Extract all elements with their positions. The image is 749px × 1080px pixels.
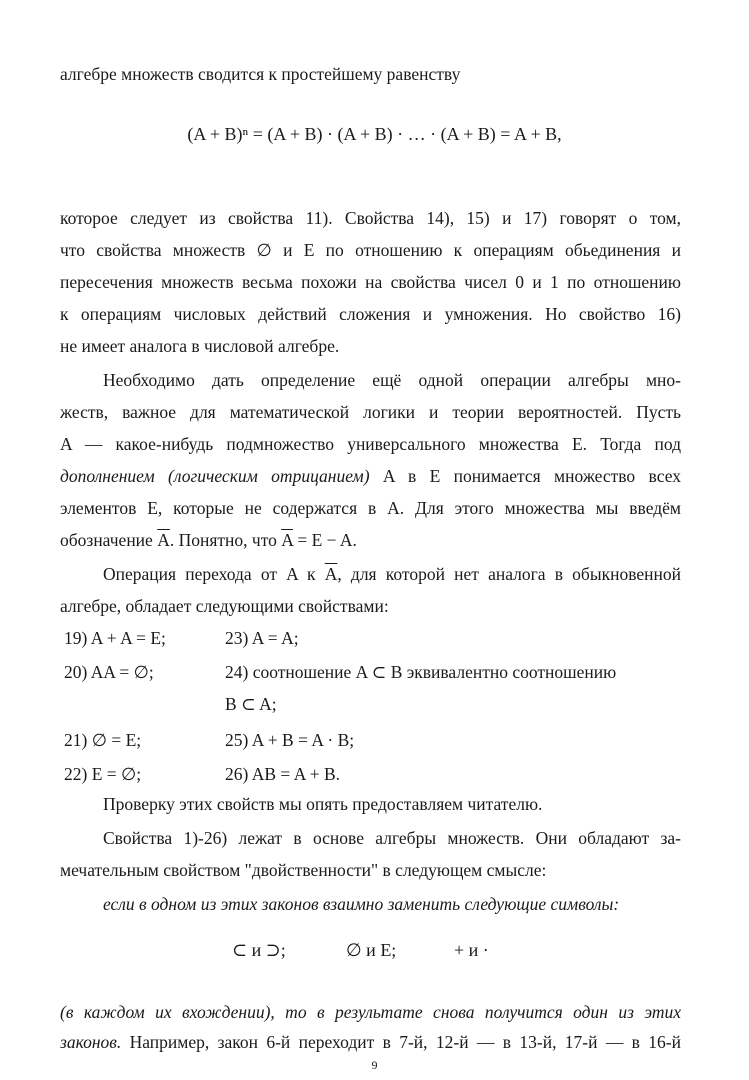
symbol-pair-subset: ⊂ и ⊃;	[232, 940, 286, 960]
text-span: Например, закон 6-й переходит в 7-й, 12-й — в 13-й, 17-й — в 16-й	[121, 1032, 681, 1052]
text-line: Проверку этих свойств мы опять предоставляем читателю.	[103, 794, 543, 814]
text-line: которое следует из свойства 11). Свойства 14), 15) и 17) говорят о том,	[60, 208, 681, 228]
text-span: , для которой нет аналога в обыкновенной	[337, 564, 681, 584]
text-line	[103, 562, 681, 586]
text-span: A в E понимается множество всех	[369, 466, 681, 486]
complement-symbol: $\overline{A}$	[281, 530, 293, 550]
property-20: 20) AA = ∅;	[64, 662, 154, 682]
emphasis-term: дополнением (логическим отрицанием)	[60, 466, 370, 486]
text-line: не имеет аналога в числовой алгебре.	[60, 336, 340, 356]
text-line: к операциям числовых действий сложения и умножения. Но свойство 16)	[60, 304, 681, 324]
text-line: элементов E, которые не содержатся в A. Для этого множества мы введём	[60, 498, 681, 518]
text-line: A — какое-нибудь подмножество универсального множества E. Тогда под	[60, 434, 681, 454]
italic-line: (в каждом их вхождении), то в результате снова получится один из этих	[60, 1002, 681, 1022]
complement-symbol: $\overline{A}$	[157, 530, 170, 550]
emphasis-term: законов.	[60, 1032, 122, 1052]
property-24-cont: B ⊂ A;	[225, 694, 277, 714]
property-23: 23) A = A;	[225, 628, 299, 648]
text-line	[60, 1030, 681, 1054]
property-24: 24) соотношение A ⊂ B эквивалентно соотношению	[225, 662, 617, 682]
property-19: 19) A + A = E;	[64, 628, 166, 648]
property-21: 21) ∅ = E;	[64, 730, 142, 750]
text-line: мечательным свойством "двойственности" в следующем смысле:	[60, 860, 547, 880]
symbol-pair-empty: ∅ и E;	[346, 940, 397, 960]
property-26: 26) AB = A + B.	[225, 764, 341, 784]
text-line: пересечения множеств весьма похожи на свойства чисел 0 и 1 по отношению	[60, 272, 681, 292]
text-span: . Понятно, что	[169, 530, 282, 550]
text-line	[60, 464, 681, 488]
symbol-pair-ops: + и ·	[454, 940, 489, 960]
text-line: жеств, важное для математической логики и теории вероятностей. Пусть	[60, 402, 681, 422]
property-25: 25) A + B = A · B;	[225, 730, 355, 750]
text-span: Операция перехода от A к	[103, 564, 325, 584]
page-number: 9	[371, 1058, 378, 1072]
italic-line: если в одном из этих законов взаимно заменить следующие символы:	[103, 894, 620, 914]
text-span: = E − A.	[292, 530, 357, 550]
text-line: алгебре множеств сводится к простейшему равенству	[60, 64, 461, 84]
text-line	[60, 528, 681, 552]
text-span: обозначение	[60, 530, 158, 550]
text-line: алгебре, обладает следующими свойствами:	[60, 596, 389, 616]
text-line: что свойства множеств ∅ и E по отношению к операциям обьединения и	[60, 240, 681, 260]
text-line: Необходимо дать определение ещё одной операции алгебры мно-	[103, 370, 681, 390]
complement-symbol: $\overline{A}$	[324, 564, 338, 584]
text-line: Свойства 1)-26) лежат в основе алгебры множеств. Они обладают за-	[103, 828, 681, 848]
property-22: 22) E = ∅;	[64, 764, 142, 784]
formula-power: (A + B)ⁿ = (A + B) · (A + B) · … · (A + B) = A + B,	[187, 124, 562, 144]
